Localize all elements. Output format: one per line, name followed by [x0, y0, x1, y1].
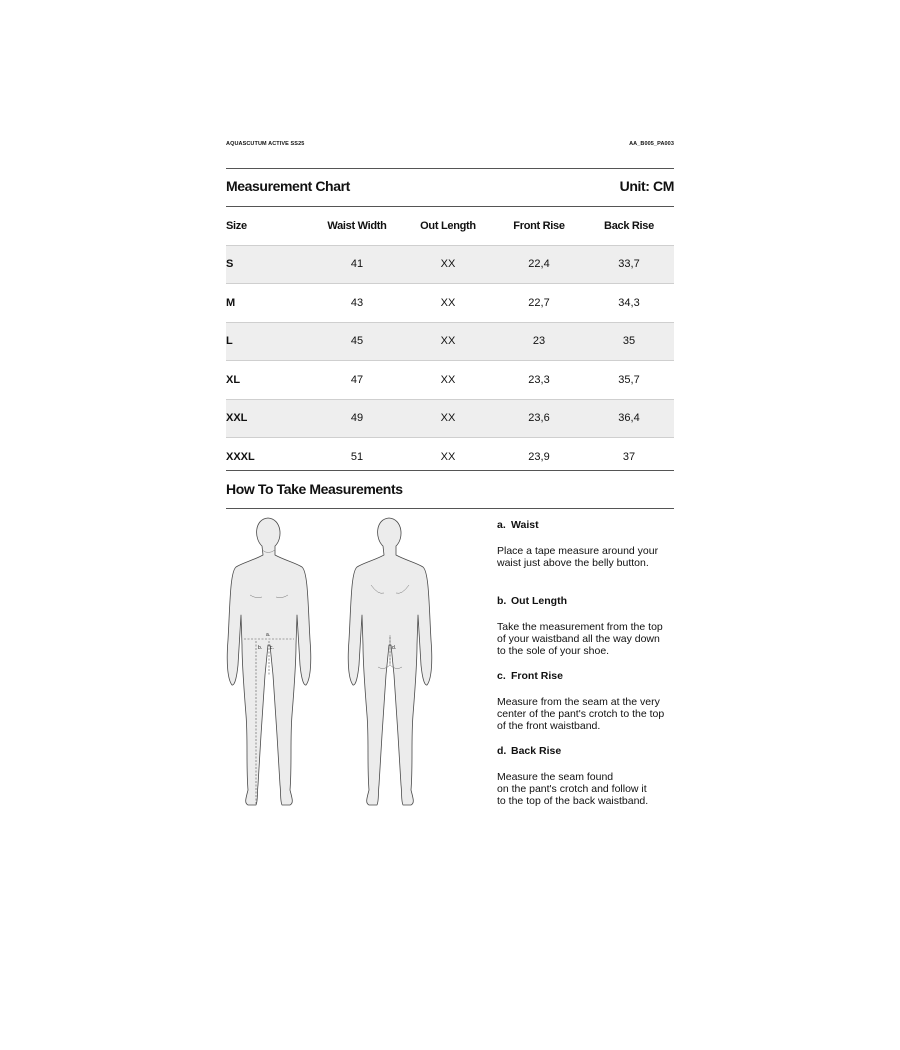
table-cell: XX: [402, 438, 494, 476]
size-cell: M: [226, 284, 312, 323]
table-row: [226, 399, 674, 438]
table-cell: 33,7: [584, 245, 674, 284]
instruction-line: to the sole of your shoe.: [497, 645, 610, 657]
divider: [226, 168, 674, 169]
howto-title: How To Take Measurements: [226, 481, 403, 497]
instruction-front-rise: [497, 670, 677, 732]
size-cell: XL: [226, 361, 312, 400]
label-a: a.: [266, 632, 271, 638]
table-cell: 35,7: [584, 361, 674, 400]
size-cell: XXL: [226, 399, 312, 438]
instruction-back-rise: [497, 745, 677, 807]
table-cell: XX: [402, 361, 494, 400]
instruction-line: center of the pant's crotch to the top: [497, 708, 665, 720]
instruction-title: Front Rise: [511, 670, 563, 682]
label-b: b.: [258, 645, 263, 651]
column-header: Size: [226, 219, 247, 232]
column-header: Out Length: [420, 219, 476, 232]
instruction-line: of your waistband all the way down: [497, 633, 660, 645]
instruction-line: to the top of the back waistband.: [497, 795, 649, 807]
table-cell: 37: [584, 438, 674, 476]
size-cell: L: [226, 322, 312, 361]
table-cell: 45: [312, 322, 402, 361]
instruction-line: Measure the seam found: [497, 771, 614, 783]
instruction-title: Back Rise: [511, 745, 562, 757]
instruction-line: Take the measurement from the top: [497, 621, 663, 633]
table-cell: 22,4: [494, 245, 584, 284]
table-row: [226, 322, 674, 361]
chart-title: Measurement Chart: [226, 178, 350, 194]
table-cell: 51: [312, 438, 402, 476]
measurement-table: [226, 207, 674, 476]
table-cell: 23,9: [494, 438, 584, 476]
table-cell: XX: [402, 322, 494, 361]
table-row: [226, 284, 674, 323]
unit-label: Unit: CM: [619, 178, 674, 194]
table-cell: 43: [312, 284, 402, 323]
divider: [226, 470, 674, 471]
size-cell: XXXL: [226, 438, 312, 476]
instruction-letter: d.: [497, 745, 507, 757]
table-row: [226, 245, 674, 284]
table-cell: 23,6: [494, 399, 584, 438]
instruction-line: on the pant's crotch and follow it: [497, 783, 647, 795]
table-cell: XX: [402, 399, 494, 438]
table-header-row: [226, 207, 674, 245]
table-cell: 34,3: [584, 284, 674, 323]
instruction-title: Out Length: [511, 595, 567, 607]
instruction-line: Measure from the seam at the very: [497, 696, 660, 708]
product-code: AA_B005_PA003: [629, 141, 674, 147]
table-cell: 49: [312, 399, 402, 438]
instruction-waist: [497, 519, 677, 569]
instruction-line: of the front waistband.: [497, 720, 601, 732]
table-row: [226, 361, 674, 400]
instruction-line: waist just above the belly button.: [497, 557, 649, 569]
size-cell: S: [226, 245, 312, 284]
instruction-letter: c.: [497, 670, 506, 682]
front-body-figure: [226, 515, 312, 809]
instruction-letter: b.: [497, 595, 507, 607]
instruction-letter: a.: [497, 519, 506, 531]
instruction-line: Place a tape measure around your: [497, 545, 659, 557]
column-header: Back Rise: [604, 219, 654, 232]
chart-title-row: [226, 178, 674, 196]
table-cell: 35: [584, 322, 674, 361]
table-cell: 22,7: [494, 284, 584, 323]
column-header: Front Rise: [513, 219, 565, 232]
table-cell: 23: [494, 322, 584, 361]
label-d: d.: [392, 645, 397, 651]
divider: [226, 508, 674, 509]
table-cell: 47: [312, 361, 402, 400]
table-cell: 36,4: [584, 399, 674, 438]
table-cell: 23,3: [494, 361, 584, 400]
table-cell: XX: [402, 245, 494, 284]
table-cell: XX: [402, 284, 494, 323]
table-cell: 41: [312, 245, 402, 284]
instruction-title: Waist: [511, 519, 539, 531]
instruction-out-length: [497, 595, 677, 657]
brand-label: AQUASCUTUM ACTIVE SS25: [226, 141, 305, 147]
back-body-figure: [346, 515, 434, 809]
column-header: Waist Width: [327, 219, 387, 232]
label-c: c.: [270, 645, 274, 651]
